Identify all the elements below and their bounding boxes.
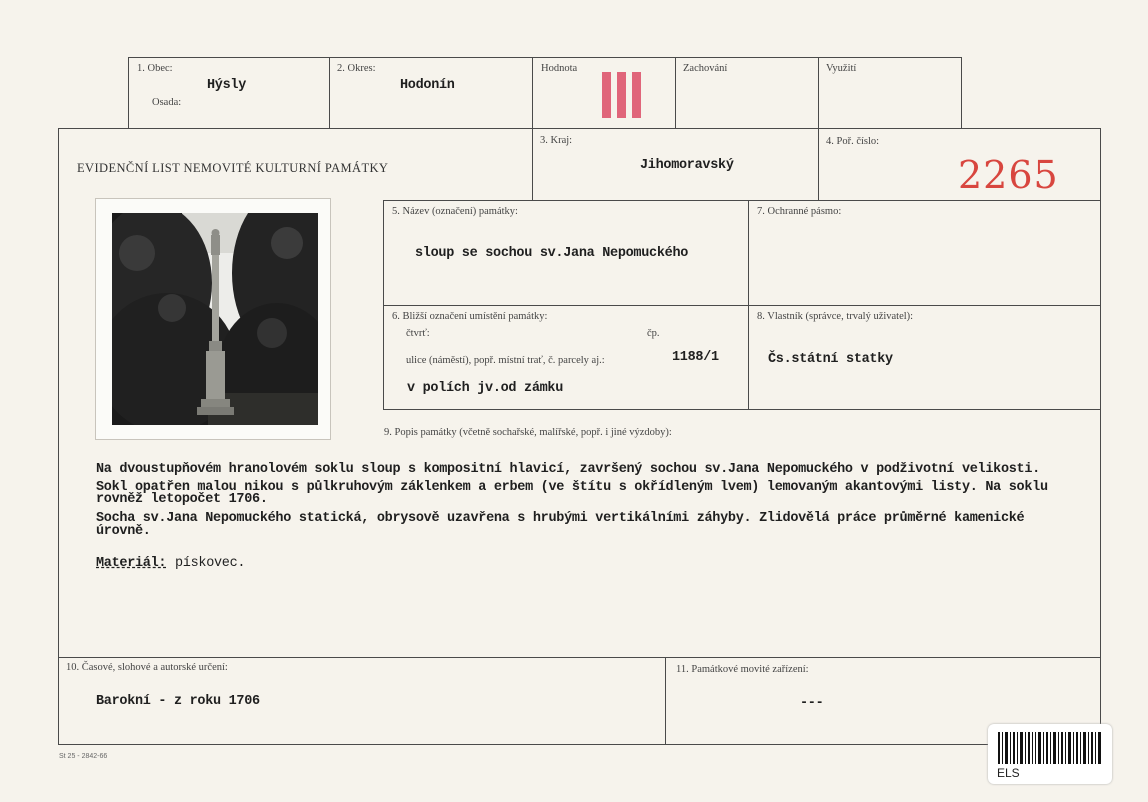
popis-line-2: Sokl opatřen malou nikou s půlkruhovým záklenkem a erbem (ve štítu s okřídleným lvem) lemovaným akantovými listy. Na soklu (96, 480, 1048, 495)
popis-label: 9. Popis památky (včetně sochařské, malířské, popř. i jiné výzdoby): (384, 427, 672, 438)
barcode-icon (998, 732, 1102, 764)
osada-label: Osada: (152, 97, 182, 108)
okres-label: 2. Okres: (337, 63, 376, 74)
umisteni-label: 6. Bližší označení umístění památky: (392, 311, 548, 322)
form-title: EVIDENČNÍ LIST NEMOVITÉ KULTURNÍ PAMÁTKY (77, 161, 389, 175)
popis-line-1: Na dvoustupňovém hranolovém soklu sloup s kompositní hlavicí, završený sochou sv.Jana Nepomuckého v podživotní velikosti. (96, 462, 1040, 477)
obec-value: Hýsly (207, 78, 247, 93)
cp-label: čp. (647, 328, 660, 339)
hodnota-stamp (602, 72, 642, 118)
zarizeni-value: --- (800, 696, 824, 711)
popis-line-4: Socha sv.Jana Nepomuckého statická, obrysově uzavřena s hrubými vertikálními záhyby. Zlidovělá práce průměrné kamenické (96, 511, 1025, 526)
ulice-label: ulice (náměstí), popř. místní trať, č. parcely aj.: (406, 355, 605, 366)
material-label: Materiál: (96, 556, 167, 571)
poradove-cislo: 2265 (958, 153, 1059, 197)
umisteni-value: v polích jv.od zámku (407, 381, 564, 396)
monument-photo (95, 198, 331, 440)
obec-label: 1. Obec: (137, 63, 173, 74)
popis-line-5: úrovně. (96, 524, 151, 539)
kraj-value: Jihomoravský (640, 158, 734, 173)
ctvrt-label: čtvrť: (406, 328, 430, 339)
nazev-value: sloup se sochou sv.Jana Nepomuckého (415, 246, 689, 261)
barcode-text: ELS (997, 766, 1020, 780)
popis-line-3: rovněž letopočet 1706. (96, 492, 268, 507)
cislo-label: 4. Poř. číslo: (826, 136, 880, 147)
material-value: pískovec. (175, 556, 246, 571)
zachovani-label: Zachování (683, 63, 728, 74)
vlastnik-label: 8. Vlastník (správce, trvalý uživatel): (757, 311, 914, 322)
hodnota-label: Hodnota (541, 63, 578, 74)
parcela-value: 1188/1 (672, 350, 719, 365)
zarizeni-label: 11. Památkové movité zařízení: (676, 664, 809, 675)
vyuziti-label: Využití (826, 63, 857, 74)
urceni-label: 10. Časové, slohové a autorské určení: (66, 662, 228, 673)
pasmo-label: 7. Ochranné pásmo: (757, 206, 842, 217)
photo-image (112, 213, 318, 425)
form-code: St 25 - 2842-66 (59, 753, 108, 760)
kraj-label: 3. Kraj: (540, 135, 573, 146)
vlastnik-value: Čs.státní statky (768, 352, 893, 367)
okres-value: Hodonín (400, 78, 455, 93)
barcode-label (988, 724, 1112, 784)
urceni-value: Barokní - z roku 1706 (96, 694, 260, 709)
nazev-label: 5. Název (označení) památky: (392, 206, 518, 217)
